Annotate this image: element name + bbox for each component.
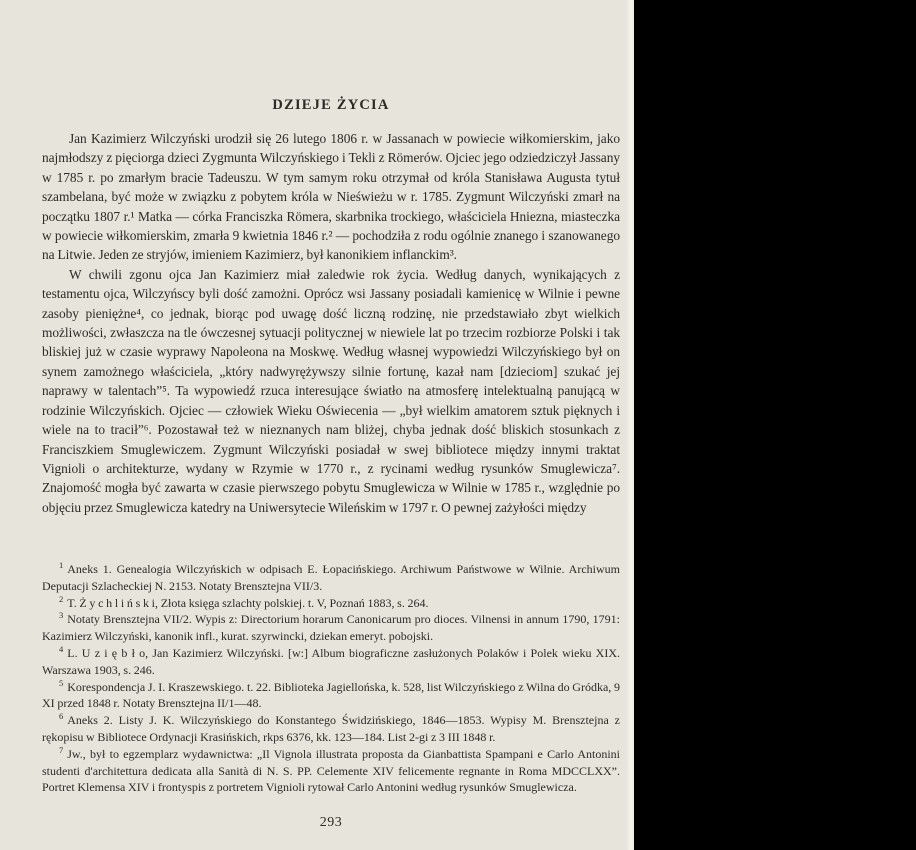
footnote	[42, 595, 620, 612]
page-number: 293	[319, 815, 343, 830]
footnote-text: Notaty Brensztejna VII/2. Wypis z: Directorium horarum Canonicarum pro dioces. Vilnensi in annum 1790, 1791: Kazimierz Wilczyński, kanonik infl., kurat. szyrwincki, dziekan emeryt. pobojski.	[42, 612, 620, 644]
footnote	[42, 679, 620, 713]
footnote-marker: 2	[59, 593, 64, 604]
footnote-text: Jw., był to egzemplarz wydawnictwa: „Il Vignola illustrata proposta da Gianbattista Spampani e Carlo Antonini studenti d'architettura dedicata alla Sanità di N. S. PP. Celemente XIV felicemente regnante in Roma MDCCLXX”. Portret Klemensa XIV i frontyspis z portretem Vignioli rytował Carlo Antonini według rysunków Smuglewicza.	[42, 746, 620, 795]
body-text	[42, 129, 620, 517]
footnote	[42, 712, 620, 746]
footnote-text: Aneks 1. Genealogia Wilczyńskich w odpisach E. Łopacińskiego. Archiwum Państwowe w Wilnie. Archiwum Deputacji Szlacheckiej N. 2153. Notaty Brensztejna VII/3.	[42, 562, 620, 593]
footnote-marker: 3	[59, 610, 64, 621]
footnote	[42, 561, 620, 595]
footnote	[42, 645, 620, 679]
paragraph: W chwili zgonu ojca Jan Kazimierz miał zaledwie rok życia. Według danych, wynikających z testamentu ojca, Wilczyńscy byli dość zamożni. Oprócz wsi Jassany posiadali kamienicę w Wilnie i pewne zasoby pieniężne⁴, co jednak, biorąc pod uwagę dość liczną rodzinę, nie przedstawiało zbyt wielkich możliwości, zwłaszcza na tle ówczesnej sytuacji politycznej w niewiele lat po trzecim rozbiorze Polski i tak bliskiej już w czasie wyprawy Napoleona na Moskwę. Według własnej wypowiedzi Wilczyńskiego był on synem zamożnego właściciela, „który nadwyrężywszy silnie fortunę, kazał nam [dzieciom] szukać jej naprawy w talentach”⁵. Ta wypowiedź rzuca interesujące światło na atmosferę intelektualną panującą w rodzinie Wilczyńskich. Ojciec — człowiek Wieku Oświecenia — „był wielkim amatorem sztuk pięknych i wiele na to tracił”⁶. Pozostawał też w nieznanych nam bliżej, chyba jednak dość bliskich stosunkach z Franciszkiem Smuglewiczem. Zygmunt Wilczyński posiadał w swej bibliotece między innymi traktat Vignioli o architekturze, wydany w Rzymie w 1770 r., z rycinami według rysunków Smuglewicza⁷. Znajomość mogła być zawarta w czasie pierwszego pobytu Smuglewicza w Wilnie w 1785 r., względnie po objęciu przez Smuglewicza katedry na Uniwersytecie Wileńskim w 1797 r. O pewnej zażyłości między	[42, 266, 620, 515]
footnote-marker: 4	[59, 643, 64, 654]
footnote-text: T. Ż y c h l i ń s k i, Złota księga szlachty polskiej. t. V, Poznań 1883, s. 264.	[67, 595, 429, 610]
footnote-text: Aneks 2. Listy J. K. Wilczyńskiego do Konstantego Świdzińskiego, 1846—1853. Wypisy M. Brensztejna z rękopisu w Bibliotece Ordynacji Krasińskich, rkps 6376, kk. 123—184. List 2-gi z 3 III 1848 r.	[42, 713, 620, 744]
text-column	[42, 97, 620, 517]
footnote-text: L. U z i ę b ł o, Jan Kazimierz Wilczyński. [w:] Album biograficzne zasłużonych Polaków i Polek wieku XIX. Warszawa 1903, s. 246.	[42, 645, 620, 677]
footnotes-section	[42, 561, 620, 796]
footnote	[42, 611, 620, 645]
page-edge-highlight	[626, 0, 634, 850]
footnote-marker: 6	[59, 711, 64, 722]
paragraph: Jan Kazimierz Wilczyński urodził się 26 lutego 1806 r. w Jassanach w powiecie wiłkomierskim, jako najmłodszy z pięciorga dzieci Zygmunta Wilczyńskiego i Tekli z Römerów. Ojciec jego odziedziczył Jassany w 1785 r. po zmarłym bracie Tadeuszu. W tym samym roku otrzymał od króla Stanisława Augusta tytuł szambelana, być może w związku z pobytem króla w Nieświeżu w r. 1785. Zygmunt Wilczyński zmarł na początku 1807 r.¹ Matka — córka Franciszka Römera, skarbnika trockiego, właściciela Hniezna, miasteczka w powiecie wiłkomierskim, zmarła 9 kwietnia 1846 r.² — pochodziła z rodu ogólnie znanego i szanowanego na Litwie. Jeden ze stryjów, imieniem Kazimierz, był kanonikiem inflanckim³.	[42, 131, 620, 263]
page-title: DZIEJE ŻYCIA	[272, 97, 390, 113]
footnote-marker: 1	[59, 561, 64, 570]
footnote-text: Korespondencja J. I. Kraszewskiego. t. 22. Biblioteka Jagiellońska, k. 528, list Wilczyńskiego z Wilna do Gródka, 9 XI przed 1848 r. Notaty Brensztejna II/1—48.	[42, 679, 620, 711]
footnote-marker: 7	[59, 744, 64, 755]
footnote	[42, 746, 620, 796]
footnote-marker: 5	[59, 677, 64, 688]
